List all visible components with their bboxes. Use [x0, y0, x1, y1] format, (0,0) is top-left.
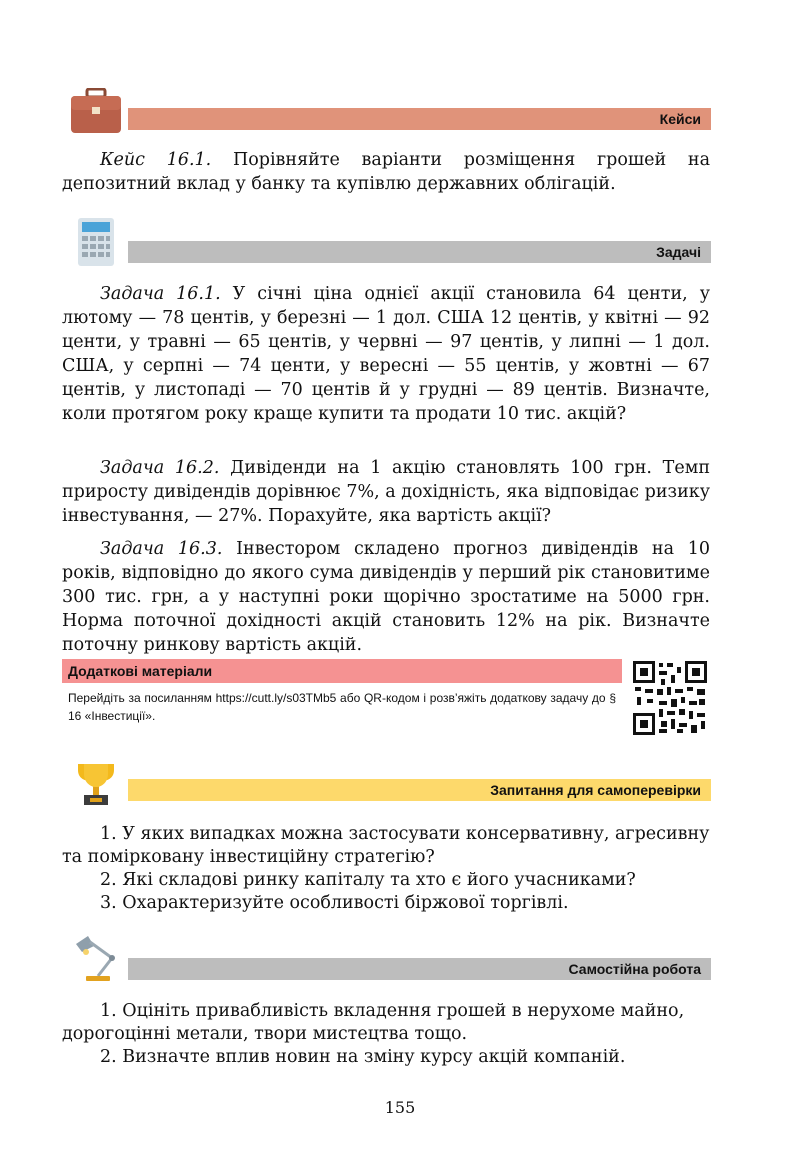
- task-3-text: Інвестором складено прогноз дивідендів на 10 років, відповідно до якого сума дивідендів у перший рік становитиме 300 тис. грн, а у наступні роки щорічно зростатиме на 5000 грн. Норма поточної дохідності акцій становить 12% на рік. Визначте поточну ринкову вартість акцій.: [62, 539, 710, 655]
- trophy-icon: [72, 760, 120, 810]
- cases-header: Кейси: [128, 108, 711, 130]
- selfcheck-list: [62, 823, 712, 915]
- independent-item: 2. Визначте вплив новин на зміну курсу акцій компаній.: [100, 1047, 626, 1067]
- selfcheck-header: Запитання для самоперевірки: [128, 779, 711, 801]
- case-paragraph: [62, 148, 710, 196]
- selfcheck-item: 1. У яких випадках можна застосувати консервативну, агресивну та помірковану інвестиційну стратегію?: [62, 824, 710, 867]
- task-1-text: У січні ціна однієї акції становила 64 центи, у лютому — 78 центів, у березні — 1 дол. США 12 центів, у квітні — 92 центи, у травні — 65 центів, у червні — 97 центів, у липні — 1 дол. США, у серпні — 74 центи, у вересні — 55 центів, у жовтні — 67 центів, у листопаді — 70 центів й у грудні — 89 центів. Визначте, коли протягом року краще купити та продати 10 тис. акцій?: [62, 284, 710, 424]
- qr-code[interactable]: [633, 661, 707, 735]
- task-paragraph-3: [62, 537, 710, 657]
- task-3-lead: Задача 16.3.: [100, 539, 223, 559]
- desk-lamp-icon: [72, 934, 122, 988]
- independent-item: 1. Оцініть привабливість вкладення грошей в нерухоме майно, дорогоцінні метали, твори мистецтва тощо.: [62, 1001, 685, 1044]
- calculator-icon: [78, 218, 114, 270]
- additional-text: Перейдіть за посиланням https://cutt.ly/s03TMb5 або QR-кодом і розв’яжіть додаткову задачу до § 16 «Інвестиції».: [68, 691, 616, 723]
- task-2-lead: Задача 16.2.: [100, 458, 220, 478]
- additional-materials: [62, 659, 622, 725]
- task-1-lead: Задача 16.1.: [100, 284, 221, 304]
- selfcheck-item: 2. Які складові ринку капіталу та хто є його учасниками?: [100, 870, 636, 890]
- independent-header: Самостійна робота: [128, 958, 711, 980]
- additional-header: Додаткові матеріали: [62, 659, 622, 683]
- selfcheck-item: 3. Охарактеризуйте особливості біржової торгівлі.: [100, 893, 569, 913]
- page-number: 155: [384, 1098, 416, 1117]
- case-text: Порівняйте варіанти розміщення грошей на депозитний вклад у банку та купівлю державних облігацій.: [62, 150, 711, 194]
- briefcase-icon: [70, 88, 122, 138]
- task-paragraph-1: [62, 282, 710, 426]
- independent-list: [62, 1000, 712, 1069]
- task-2-text: Дивіденди на 1 акцію становлять 100 грн. Темп приросту дивідендів дорівнює 7%, а дохідність, яка відповідає ризику інвестування, — 27%. Порахуйте, яка вартість акції?: [62, 458, 710, 526]
- task-paragraph-2: [62, 456, 710, 528]
- tasks-header: Задачі: [128, 241, 711, 263]
- case-lead: Кейс 16.1.: [100, 150, 212, 170]
